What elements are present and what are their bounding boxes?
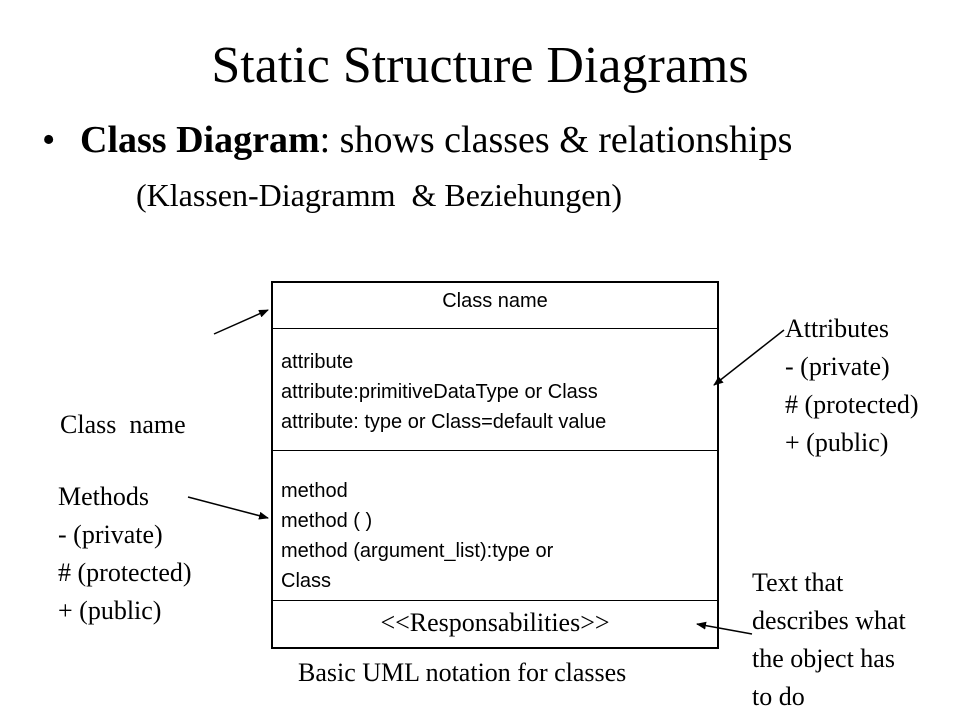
method-line: method ( ) (281, 510, 373, 532)
attribute-line: attribute:primitiveDataType or Class (281, 381, 598, 403)
annotation-line: describes what (752, 606, 906, 635)
responsibilities-text: <<Responsabilities>> (380, 608, 610, 637)
bullet-text: : shows classes & relationships (319, 119, 793, 161)
method-line: method (argument_list):type or (281, 540, 554, 562)
bullet-icon: • (42, 119, 56, 161)
annotation-line: - (private) (58, 520, 163, 549)
arrow-to-class-name (214, 310, 268, 334)
subtitle-german: (Klassen-Diagramm & Beziehungen) (136, 177, 623, 213)
arrow-to-methods (188, 497, 268, 518)
annotation-line: - (private) (785, 352, 890, 381)
annotation-line: # (protected) (785, 390, 919, 419)
annotation-line: the object has (752, 644, 895, 673)
arrow-to-responsibilities (697, 624, 752, 634)
annotation-line: Class name (60, 410, 186, 439)
class-name-text: Class name (442, 290, 548, 312)
bullet-term: Class Diagram (80, 119, 320, 161)
annotation-line: + (public) (58, 596, 162, 625)
annotation-line: to do (752, 682, 805, 711)
attribute-line: attribute (281, 351, 354, 373)
annotation-line: Text that (752, 568, 844, 597)
arrow-to-attributes (714, 330, 784, 385)
annotation-line: + (public) (785, 428, 889, 457)
method-line: Class (281, 570, 332, 592)
annotation-line: Methods (58, 482, 149, 511)
annotation-line: # (protected) (58, 558, 192, 587)
attribute-line: attribute: type or Class=default value (281, 411, 607, 433)
annotation-line: Attributes (785, 314, 889, 343)
slide-title: Static Structure Diagrams (211, 37, 749, 94)
figure-caption: Basic UML notation for classes (298, 658, 627, 687)
method-line: method (281, 480, 348, 502)
